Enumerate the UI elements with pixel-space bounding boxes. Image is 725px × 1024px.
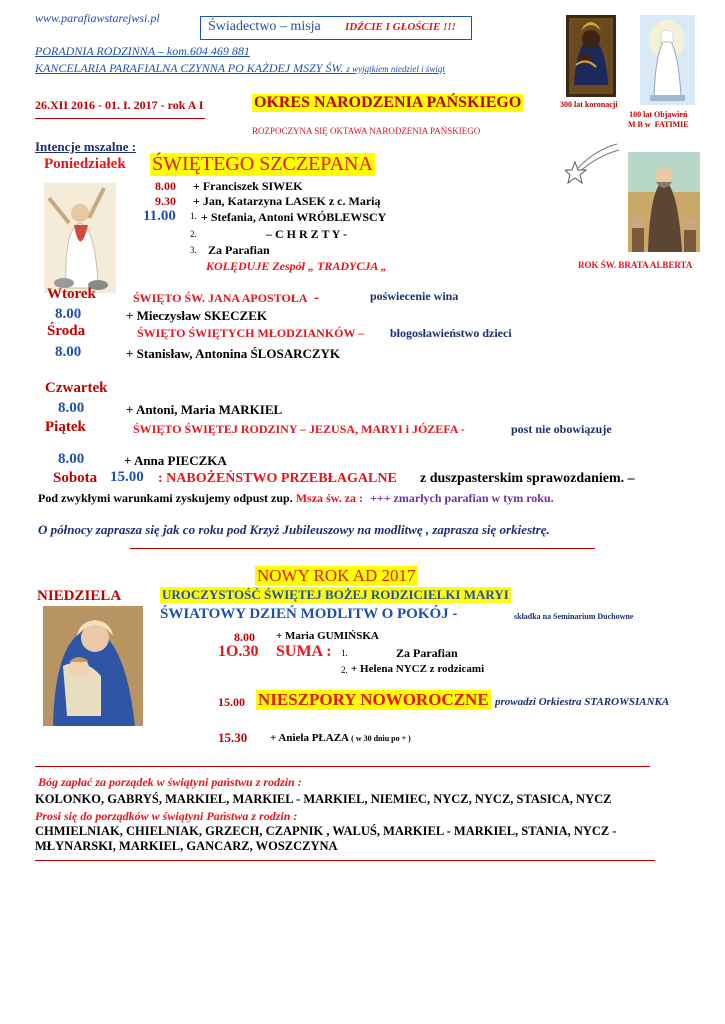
office-line: KANCELARIA PARAFIALNA CZYNNA PO KAŻDEJ MSZY ŚW. z wyjątkiem niedziel i świąt <box>35 61 445 75</box>
request-label: Prosi się do porządków w świątyni Państwa z rodzin : <box>35 809 298 823</box>
sun-num-1: 1. <box>341 648 348 658</box>
mon-time-3: 11.00 <box>143 208 176 224</box>
feast-sunday-1: UROCZYSTOŚĆ ŚWIĘTEJ BOŻEJ RODZICIELKI MARYI <box>162 587 509 602</box>
mon-text-1: + Franciszek SIWEK <box>193 179 303 193</box>
date-range: 26.XII 2016 - 01. I. 2017 - rok A I <box>35 98 204 112</box>
sun-time-4: 15.30 <box>218 730 248 745</box>
text-thursday: + Antoni, Maria MARKIEL <box>126 402 283 417</box>
mon-time-1: 8.00 <box>155 179 176 193</box>
day-wednesday: Środa <box>47 323 86 339</box>
text-friday: + Anna PIECZKA <box>124 453 227 468</box>
mon-num-1: 1. <box>190 211 197 221</box>
sun-text-1: + Maria GUMIŃSKA <box>276 630 379 642</box>
season-title: OKRES NARODZENIA PAŃSKIEGO <box>254 94 522 111</box>
mon-num-2: 2. <box>190 229 197 239</box>
carol-note: KOLĘDUJE Zespół „ TRADYCJA „ <box>206 259 387 273</box>
icon-brother-albert <box>628 152 700 252</box>
mon-text-4: Za Parafian <box>208 243 270 257</box>
box-text: Świadectwo – misja <box>208 19 321 34</box>
sun-suma: SUMA : <box>276 643 332 660</box>
icon-mother-of-god <box>43 606 143 726</box>
request-names-2: MŁYNARSKI, MARKIEL, GANCARZ, WOSZCZYNA <box>35 839 338 853</box>
divider-line <box>130 548 595 549</box>
intentions-label: Intencje mszalne : <box>35 139 137 154</box>
slogan-box <box>200 16 472 40</box>
caption-albert: ROK ŚW. BRATA ALBERTA <box>578 260 693 270</box>
mon-time-2: 9.30 <box>155 194 176 208</box>
day-tuesday: Wtorek <box>47 286 96 302</box>
new-year-title: NOWY ROK AD 2017 <box>257 566 416 585</box>
feast-monday: ŚWIĘTEGO SZCZEPANA <box>152 153 373 175</box>
request-names-1: CHMIELNIAK, CHIELNIAK, GRZECH, CZAPNIK , WALUŚ, MARKIEL - MARKIEL, STANIA, NYCZ - <box>35 824 617 838</box>
caption-fatima: 100 lat Objawień M B w FATIMIE <box>628 110 689 129</box>
time-thursday: 8.00 <box>58 400 85 416</box>
time-tuesday: 8.00 <box>55 306 82 322</box>
time-wednesday: 8.00 <box>55 344 82 360</box>
divider-line <box>35 118 205 119</box>
time-saturday: 15.00 <box>110 469 144 485</box>
day-friday: Piątek <box>45 419 86 435</box>
thanks-names: KOLONKO, GABRYŚ, MARKIEL, MARKIEL - MARKIEL, NIEMIEC, NYCZ, NYCZ, STASICA, NYCZ <box>35 792 612 806</box>
sun-time-1: 8.00 <box>234 630 255 644</box>
sun-time-2: 1O.30 <box>218 643 259 660</box>
thanks-label: Bóg zapłać za porządek w świątyni państwu z rodzin : <box>38 775 302 789</box>
note-friday: post nie obowiązuje <box>511 422 612 436</box>
box-slogan: IDŹCIE I GŁOŚCIE !!! <box>345 21 456 33</box>
feast-friday: ŚWIĘTO ŚWIĘTEJ RODZINY – JEZUSA, MARYI i JÓZEFA - <box>133 422 465 436</box>
note-tuesday: poświecenie wina <box>370 289 459 303</box>
mon-num-3: 3. <box>190 245 197 255</box>
day-saturday: Sobota <box>53 470 98 486</box>
icon-black-madonna <box>566 15 616 97</box>
service-saturday: : NABOŻEŃSTWO PRZEBŁAGALNE <box>158 471 397 486</box>
text-wednesday: + Stanisław, Antonina ŚLOSARCZYK <box>126 346 341 361</box>
time-friday: 8.00 <box>58 451 85 467</box>
indulgence-line: Pod zwykłymi warunkami zyskujemy odpust zup. Msza św. za : +++ zmarłych parafian w tym roku. <box>38 491 554 505</box>
mon-text-2: + Jan, Katarzyna LASEK z c. Marią <box>193 194 381 208</box>
octave-note: ROZPOCZYNA SIĘ OKTAWA NARODZENIA PAŃSKIEGO <box>252 126 481 136</box>
sun-text-4: + Aniela PŁAZA ( w 30 dniu po + ) <box>270 732 411 744</box>
sun-text-2: Za Parafian <box>396 646 458 660</box>
feast-wednesday: ŚWIĘTO ŚWIĘTYCH MŁODZIANKÓW – <box>137 326 365 340</box>
caption-coronation: 300 lat koronacji <box>560 100 618 109</box>
divider-line <box>35 860 655 861</box>
day-monday: Poniedziałek <box>44 156 126 172</box>
icon-fatima <box>640 15 695 105</box>
website-url[interactable]: www.parafiawstarejwsi.pl <box>35 11 160 25</box>
day-sunday: NIEDZIELA <box>37 588 122 604</box>
sun-num-2: 2. <box>341 665 348 675</box>
sun-vespers: NIESZPORY NOWOROCZNE <box>258 690 489 709</box>
shooting-star-icon <box>565 140 620 186</box>
feast-tuesday: ŚWIĘTO ŚW. JANA APOSTOŁA - <box>133 289 320 306</box>
sun-text-3: + Helena NYCZ z rodzicami <box>351 663 485 675</box>
collection-note: składka na Seminarium Duchowne <box>514 612 634 621</box>
feast-sunday-2: ŚWIATOWY DZIEŃ MODLITW O POKÓJ - <box>160 606 458 622</box>
day-thursday: Czwartek <box>45 380 108 396</box>
sun-time-3: 15.00 <box>218 695 245 709</box>
counsel-line: PORADNIA RODZINNA – kom.604 469 881 <box>35 44 250 58</box>
note-wednesday: błogosławieństwo dzieci <box>390 326 512 340</box>
divider-line <box>35 766 650 767</box>
text-tuesday: + Mieczysław SKECZEK <box>126 308 268 323</box>
mon-text-3: + Stefania, Antoni WRÓBLEWSCY <box>201 210 387 224</box>
service-note-saturday: z duszpasterskim sprawozdaniem. – <box>420 471 635 486</box>
midnight-note: O północy zaprasza się jak co roku pod Krzyż Jubileuszowy na modlitwę , zaprasza się orkiestrę. <box>38 522 550 537</box>
mon-baptisms: – C H R Z T Y - <box>266 227 348 241</box>
sun-vespers-note: prowadzi Orkiestra STAROWSIANKA <box>495 696 670 708</box>
icon-saint-stephen <box>44 183 116 293</box>
